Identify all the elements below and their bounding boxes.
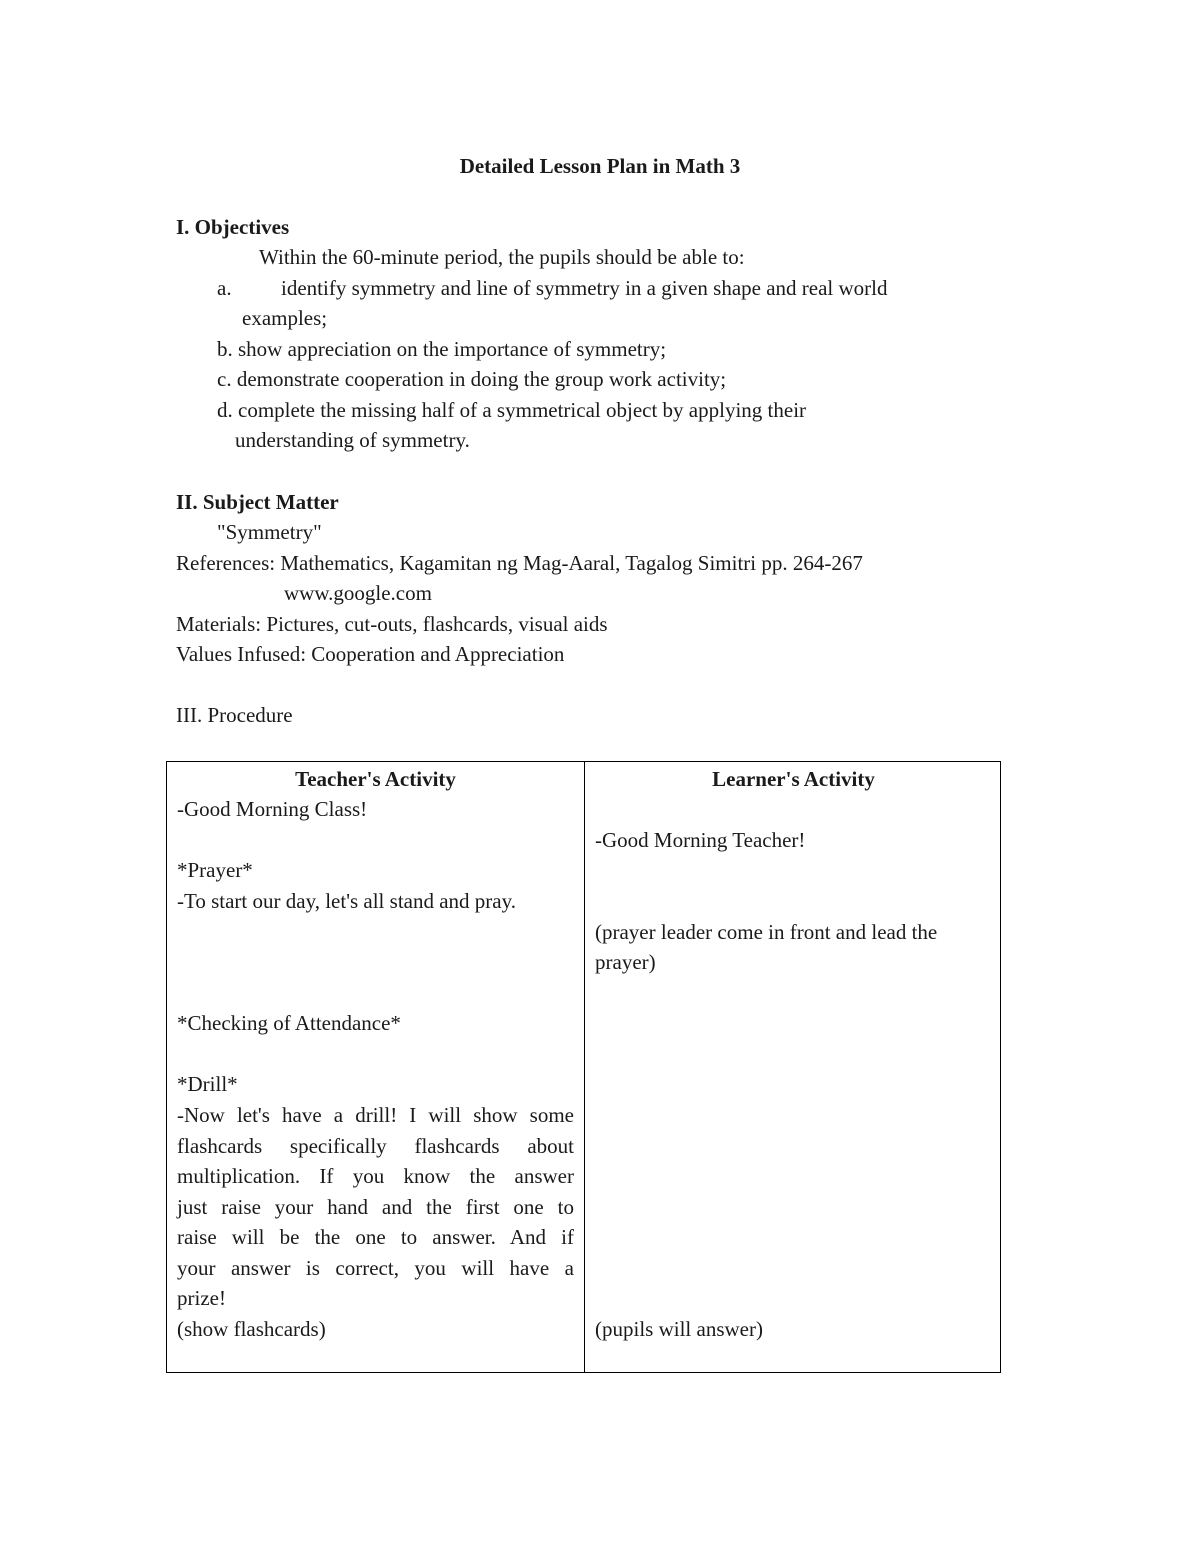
subject-topic: "Symmetry"	[217, 520, 322, 544]
learner-prayer-line2: prayer)	[595, 950, 656, 974]
materials-line: Materials: Pictures, cut-outs, flashcards, visual aids	[176, 612, 608, 636]
objective-b: b. show appreciation on the importance of symmetry;	[217, 337, 667, 361]
objective-c: c. demonstrate cooperation in doing the group work activity;	[217, 367, 727, 391]
procedure-table	[166, 761, 1001, 1373]
teacher-drill-instructions	[177, 1100, 574, 1314]
drill-line: multiplication. If you know the answer	[177, 1164, 574, 1188]
procedure-heading: III. Procedure	[176, 703, 293, 727]
table-column-divider	[584, 762, 585, 1372]
learner-activity-header: Learner's Activity	[712, 767, 875, 791]
references-line: References: Mathematics, Kagamitan ng Mag-Aaral, Tagalog Simitri pp. 264-267	[176, 551, 863, 575]
drill-line: flashcards specifically flashcards about	[177, 1133, 574, 1158]
drill-line: just raise your hand and the first one to	[177, 1194, 574, 1219]
objective-d-line1: d. complete the missing half of a symmetrical object by applying their	[217, 398, 807, 422]
learner-answer: (pupils will answer)	[595, 1317, 763, 1341]
document-title: Detailed Lesson Plan in Math 3	[459, 154, 741, 178]
objective-a-marker: a.	[217, 276, 232, 300]
teacher-greeting: -Good Morning Class!	[177, 797, 368, 821]
drill-line: prize!	[177, 1286, 226, 1310]
drill-line: -Now let's have a drill! I will show some	[177, 1103, 574, 1127]
teacher-prayer-label: *Prayer*	[177, 858, 253, 882]
objective-d-line2: understanding of symmetry.	[235, 428, 470, 452]
teacher-prayer-text: -To start our day, let's all stand and pray.	[177, 889, 516, 913]
teacher-drill-label: *Drill*	[177, 1072, 238, 1096]
objectives-intro: Within the 60-minute period, the pupils should be able to:	[259, 245, 745, 269]
learner-prayer-line1: (prayer leader come in front and lead the	[595, 920, 938, 944]
objective-a-line1: identify symmetry and line of symmetry in a given shape and real world	[281, 276, 888, 300]
references-url: www.google.com	[284, 581, 432, 605]
teacher-show-flashcards: (show flashcards)	[177, 1317, 326, 1341]
objectives-heading: I. Objectives	[176, 215, 290, 239]
values-line: Values Infused: Cooperation and Appreciation	[176, 642, 565, 666]
learner-greeting: -Good Morning Teacher!	[595, 828, 806, 852]
objective-a-line2: examples;	[242, 306, 328, 330]
subject-matter-heading: II. Subject Matter	[176, 490, 339, 514]
drill-line: raise will be the one to answer. And if	[177, 1225, 574, 1249]
teacher-attendance-label: *Checking of Attendance*	[177, 1011, 401, 1035]
drill-line: your answer is correct, you will have a	[177, 1255, 574, 1280]
teacher-activity-header: Teacher's Activity	[295, 767, 456, 791]
